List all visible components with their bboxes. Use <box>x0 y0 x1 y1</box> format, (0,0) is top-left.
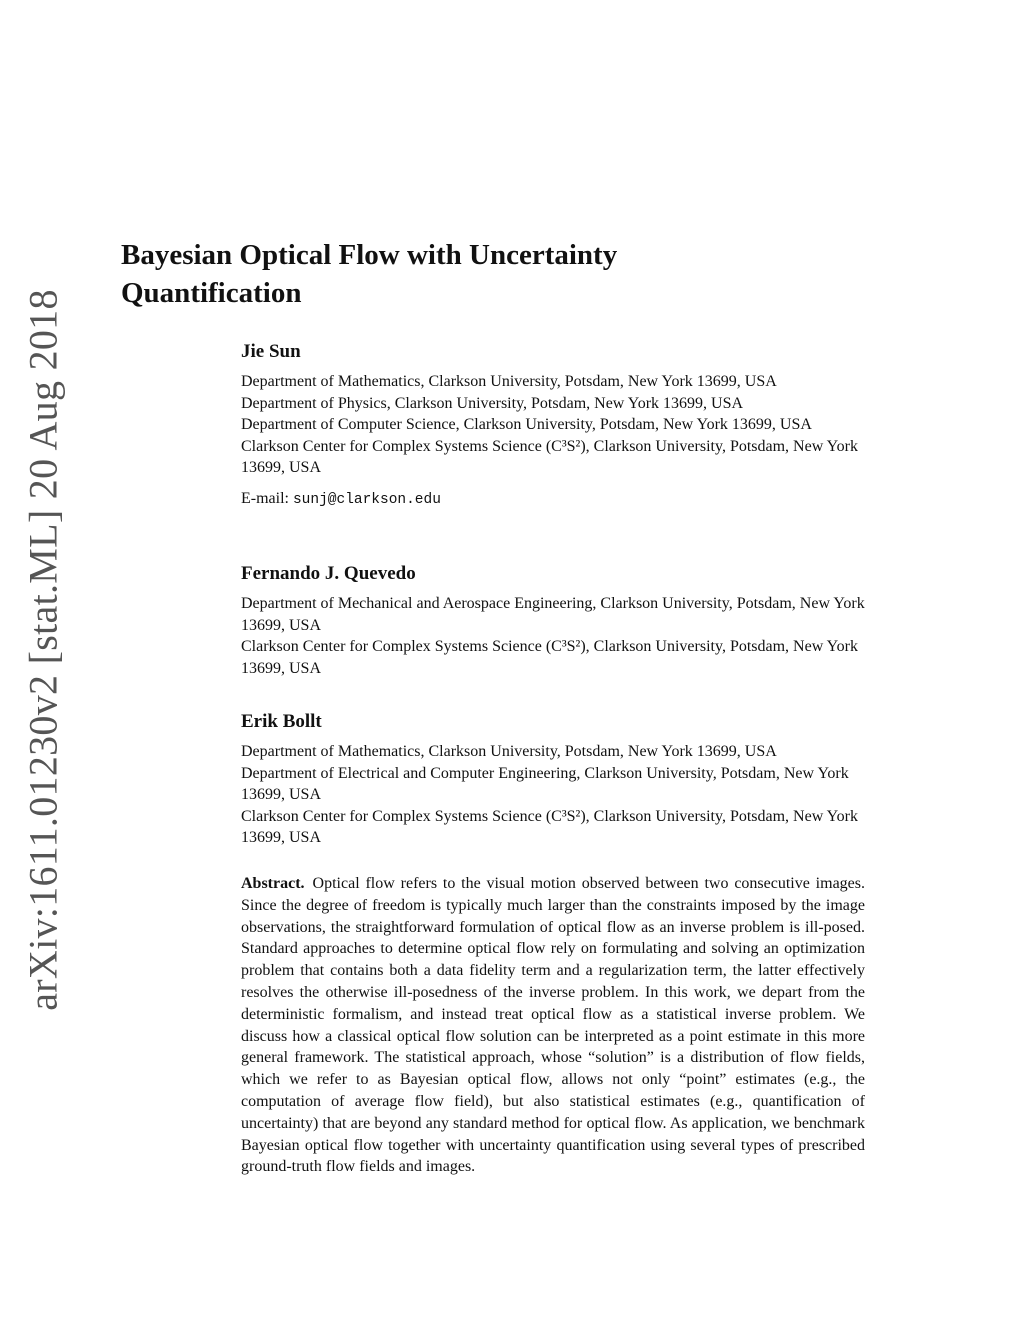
author-block-2 <box>241 562 881 679</box>
author-name: Fernando J. Quevedo <box>241 563 416 584</box>
author-name: Erik Bollt <box>241 711 322 732</box>
arxiv-identifier: arXiv:1611.01230v2 [stat.ML] 20 Aug 2018 <box>20 289 66 1011</box>
abstract-label: Abstract. <box>241 875 305 892</box>
author-name: Jie Sun <box>241 341 301 362</box>
author-affiliation: Department of Mechanical and Aerospace Engineering, Clarkson University, Potsdam, New York 13699, USA <box>241 595 865 634</box>
author-affiliation: Department of Mathematics, Clarkson University, Potsdam, New York 13699, USA <box>241 743 777 760</box>
author-affiliation: Clarkson Center for Complex Systems Science (C³S²), Clarkson University, Potsdam, New York 13699, USA <box>241 807 858 847</box>
author-affiliation: Department of Computer Science, Clarkson University, Potsdam, New York 13699, USA <box>241 416 812 434</box>
author-affiliation: Department of Electrical and Computer Engineering, Clarkson University, Potsdam, New York 13699, USA <box>241 764 849 804</box>
author-block-1 <box>241 340 881 511</box>
author-affiliation: Clarkson Center for Complex Systems Science (C³S²), Clarkson University, Potsdam, New York 13699, USA <box>241 638 858 677</box>
email-label: E-mail: <box>241 489 289 507</box>
author-email-link[interactable]: sunj@clarkson.edu <box>292 491 441 508</box>
abstract <box>241 873 865 1178</box>
arxiv-side-stamp <box>0 0 80 1325</box>
paper-title: Bayesian Optical Flow with Uncertainty Quantification <box>121 239 618 309</box>
author-affiliation: Clarkson Center for Complex Systems Science (C³S²), Clarkson University, Potsdam, New York 13699, USA <box>241 437 858 477</box>
abstract-text: Optical flow refers to the visual motion observed between two consecutive images. Since the degree of freedom is typically much larger than the constraints imposed by the image observations, the straightforward formulation of optical flow as an inverse problem is ill-posed. Standard approaches to determine optical flow rely on formulating and solving an optimization problem that contains both a data fidelity term and a regularization term, the latter effectively resolves the otherwise ill-posedness of the inverse problem. In this work, we depart from the deterministic formalism, and instead treat optical flow as a statistical inverse problem. We discuss how a classical optical flow solution can be interpreted as a point estimate in this more general framework. The statistical approach, whose “solution” is a distribution of flow fields, which we refer to as Bayesian optical flow, allows not only “point” estimates (e.g., the computation of average flow field), but also statistical estimates (e.g., quantification of uncertainty) that are beyond any standard method for optical flow. As application, we benchmark Bayesian optical flow together with uncertainty quantification using several types of prescribed ground-truth flow fields and images. <box>241 875 865 1176</box>
author-email-line <box>241 488 881 511</box>
author-affiliation: Department of Mathematics, Clarkson University, Potsdam, New York 13699, USA <box>241 373 777 390</box>
author-block-3 <box>241 710 881 849</box>
author-affiliation: Department of Physics, Clarkson University, Potsdam, New York 13699, USA <box>241 394 744 412</box>
